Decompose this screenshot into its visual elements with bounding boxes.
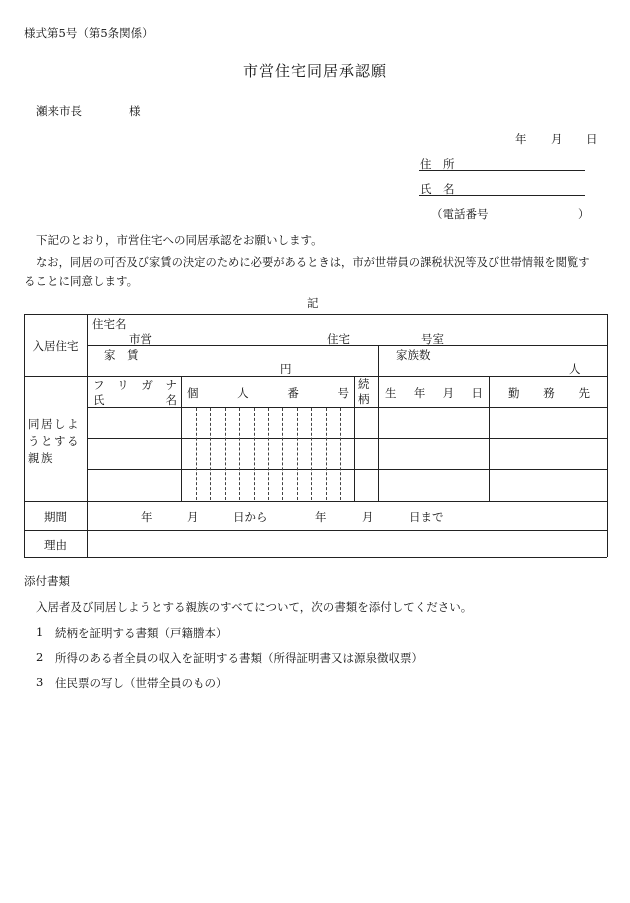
phone-close: ） bbox=[578, 207, 590, 221]
period-label: 期間 bbox=[44, 510, 67, 524]
relation-label: 続柄 bbox=[358, 377, 370, 406]
room-label: 号室 bbox=[421, 332, 444, 346]
applicant-address-label: 住 所 bbox=[420, 157, 455, 171]
body-para2-line1: なお，同居の可否及び家賃の決定のために必要があるときは，市が世帯員の課税状況等及び世帯情報を閲覧す bbox=[36, 256, 590, 269]
period-year1: 年 bbox=[141, 510, 153, 524]
attachments-intro: 入居者及び同居しようとする親族のすべてについて，次の書類を添付してください。 bbox=[36, 600, 473, 614]
period-month1: 月 bbox=[187, 510, 199, 524]
attachment-item-num: 1 bbox=[36, 625, 44, 639]
person-label: 人 bbox=[569, 362, 581, 376]
page-title: 市営住宅同居承認願 bbox=[242, 62, 387, 80]
body-para2-line2: ることに同意します。 bbox=[24, 274, 139, 288]
attachments-heading: 添付書類 bbox=[24, 574, 70, 588]
addressee-mayor: 瀬来市長 bbox=[36, 104, 82, 118]
date-year-label: 年 bbox=[515, 132, 527, 146]
city-label: 市営 bbox=[129, 332, 152, 346]
cohabitant-name-cell-2[interactable] bbox=[88, 439, 180, 468]
rent-label: 家 賃 bbox=[104, 348, 139, 362]
yen-label: 円 bbox=[280, 362, 292, 376]
period-year2: 年 bbox=[315, 510, 327, 524]
attachment-item-text: 続柄を証明する書類（戸籍謄本） bbox=[55, 626, 228, 640]
workplace-label: 勤 務 先 bbox=[508, 386, 590, 400]
date-day-label: 日 bbox=[586, 132, 598, 146]
birthdate-label: 生 年 月 日 bbox=[385, 386, 483, 400]
furigana-label: フ リ ガ ナ bbox=[93, 378, 177, 392]
cohabitant-name-cell-3[interactable] bbox=[88, 470, 180, 500]
form-number: 様式第5号（第5条関係） bbox=[24, 26, 154, 40]
date-month-label: 月 bbox=[551, 132, 563, 146]
house-name-label: 住宅名 bbox=[92, 317, 127, 331]
attachment-item-num: 2 bbox=[36, 650, 44, 664]
residence-label: 入居住宅 bbox=[32, 339, 79, 353]
mynumber-label: 個 人 番 号 bbox=[187, 386, 349, 400]
jutaku-label: 住宅 bbox=[327, 332, 350, 346]
phone-label: （電話番号 bbox=[431, 207, 489, 221]
period-month2: 月 bbox=[362, 510, 374, 524]
reason-field[interactable] bbox=[88, 531, 606, 556]
attachment-item-text: 住民票の写し（世帯全員のもの） bbox=[55, 676, 228, 690]
applicant-name-label: 氏 名 bbox=[420, 182, 455, 196]
reason-label: 理由 bbox=[44, 538, 67, 552]
address-field-line[interactable] bbox=[419, 170, 585, 171]
body-para1: 下記のとおり，市営住宅への同居承認をお願いします。 bbox=[36, 233, 323, 247]
name-field-line[interactable] bbox=[419, 195, 585, 196]
attachment-item-text: 所得のある者全員の収入を証明する書類（所得証明書又は源泉徴収票） bbox=[55, 651, 423, 665]
cohabitant-label: 同居しようとする親族 bbox=[28, 417, 80, 465]
period-day-until: 日まで bbox=[409, 510, 444, 524]
period-day-from: 日から bbox=[233, 510, 268, 524]
attachment-item-num: 3 bbox=[36, 675, 44, 689]
addressee-honorific: 様 bbox=[129, 104, 141, 118]
family-count-label: 家族数 bbox=[396, 348, 431, 362]
cohabitant-name-cell-1[interactable] bbox=[88, 408, 180, 437]
ki-label: 記 bbox=[307, 296, 319, 310]
name-col-label: 氏 名 bbox=[93, 393, 177, 407]
